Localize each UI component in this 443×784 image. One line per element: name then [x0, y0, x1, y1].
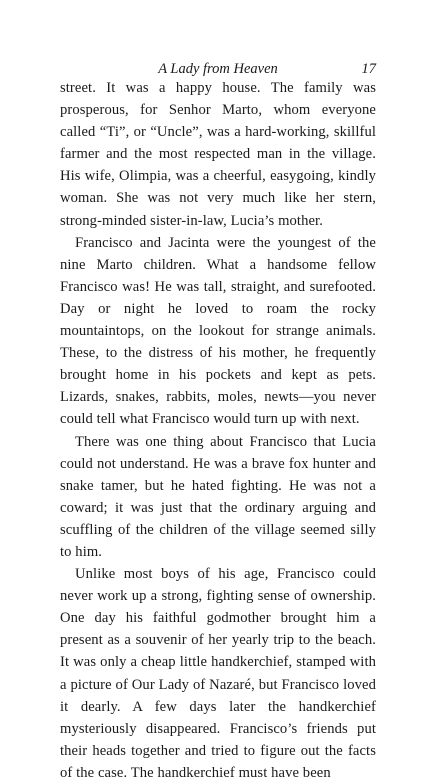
paragraph-4: Unlike most boys of his age, Francisco could never work up a strong, fighting sense of ownership. One day his faithful godmother brought him a present as a souvenir of her yearly trip to the beach. It was only a cheap little handkerchief, stamped with a picture of Our Lady of Nazaré, but Francisco loved it dearly. A few days later the handkerchief mysteriously disappeared. Francisco’s friends put their heads together and tried to figure out the facts of the case. The handkerchief must have been	[60, 566, 376, 781]
running-head	[60, 59, 376, 79]
paragraph-3: There was one thing about Francisco that Lucia could not understand. He was a brave fox hunter and snake tamer, but he hated fighting. He was not a coward; it was just that the ordinary arguing and scuffling of the children of the village seemed silly to him.	[60, 433, 376, 560]
paragraph-2: Francisco and Jacinta were the youngest of the nine Marto children. What a handsome fellow Francisco was! He was tall, straight, and surefooted. Day or night he loved to roam the rocky mountaintops, on the lookout for strange animals. These, to the distress of his mother, he frequently brought home in his pockets and kept as pets. Lizards, snakes, rabbits, moles, newts—you never could tell what Francisco would turn up with next.	[60, 234, 376, 428]
paragraph-1: street. It was a happy house. The family was prosperous, for Senhor Marto, whom everyone called “Ti”, or “Uncle”, was a hard-working, skillful farmer and the most respected man in the village. His wife, Olimpia, was a cheerful, easygoing, kindly woman. She was not very much like her stern, strong-minded sister-in-law, Lucia’s mother.	[60, 80, 376, 229]
page-number: 17	[361, 61, 376, 77]
body-text	[60, 77, 376, 784]
running-title: A Lady from Heaven	[158, 61, 278, 77]
